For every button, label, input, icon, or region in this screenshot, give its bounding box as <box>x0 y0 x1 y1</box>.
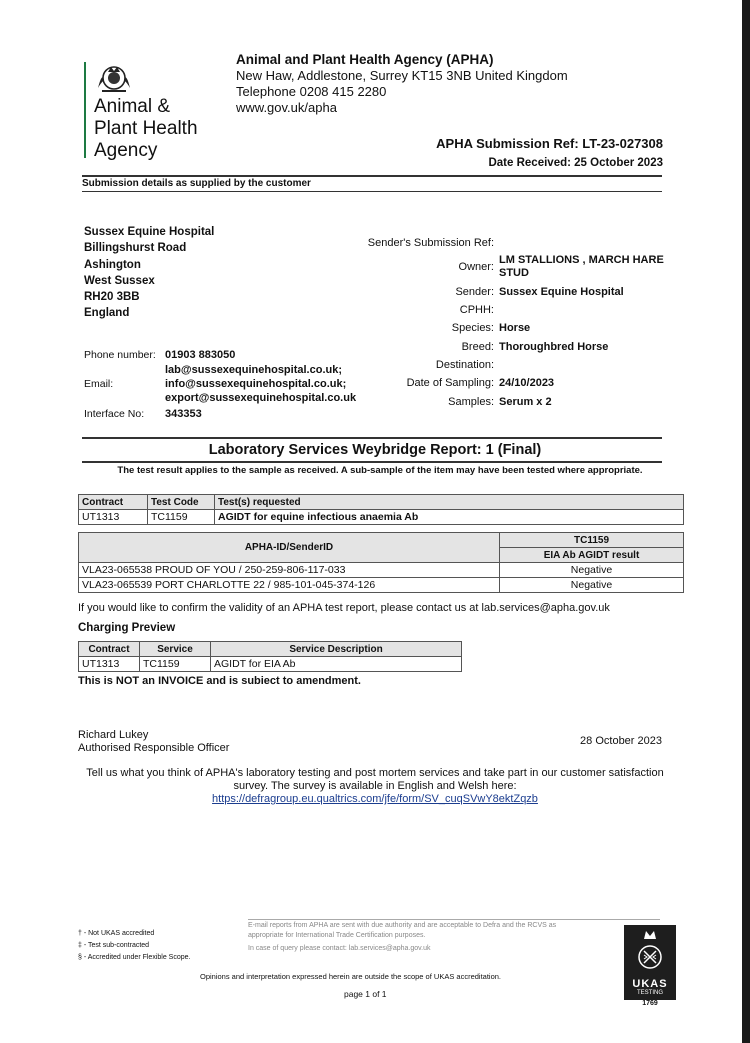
species-label: Species: <box>451 322 494 334</box>
supplied-heading: Submission details as supplied by the customer <box>82 178 311 189</box>
samples-label: Samples: <box>448 396 494 408</box>
report-title: Laboratory Services Weybridge Report: 1 (Final) <box>208 442 542 458</box>
phone-label: Phone number: <box>84 349 156 361</box>
submission-ref: APHA Submission Ref: LT-23-027308 <box>436 136 663 151</box>
email-address[interactable]: info@sussexequinehospital.co.uk; <box>165 378 347 390</box>
page-number: page 1 of 1 <box>344 989 387 999</box>
column-header: Contract <box>79 495 148 510</box>
footer-divider <box>248 919 660 920</box>
column-header: Service Description <box>211 642 462 657</box>
customer-address <box>84 224 214 322</box>
address-line: Ashington <box>84 258 141 271</box>
report-top-divider <box>82 437 662 439</box>
report-note: The test result applies to the sample as received. A sub-sample of the item may have been tested where appropriate. <box>117 465 643 476</box>
column-header: Test(s) requested <box>215 495 684 510</box>
table-cell: AGIDT for equine infectious anaemia Ab <box>215 510 684 525</box>
table-header-row <box>79 495 684 510</box>
table-header-row <box>79 533 684 548</box>
agency-telephone: Telephone 0208 415 2280 <box>236 84 387 99</box>
officer-name: Richard Lukey <box>78 729 149 741</box>
table-row <box>79 563 684 578</box>
table-cell: UT1313 <box>79 657 140 672</box>
column-header: EIA Ab AGIDT result <box>500 548 684 563</box>
opinions-note: Opinions and interpretation expressed herein are outside the scope of UKAS accreditation. <box>200 972 502 981</box>
sample-id-cell: VLA23-065538 PROUD OF YOU / 250-259-806-117-033 <box>79 563 500 578</box>
table-row <box>79 657 462 672</box>
logo-line-1: Animal & <box>94 96 171 117</box>
column-header: Contract <box>79 642 140 657</box>
address-line: England <box>84 307 130 320</box>
sender-label: Sender: <box>455 286 494 298</box>
agency-logo <box>94 96 198 162</box>
phone-value: 01903 883050 <box>165 349 236 361</box>
header-divider <box>82 175 662 177</box>
owner-value <box>499 254 664 280</box>
sender-value: Sussex Equine Hospital <box>499 286 624 298</box>
ukas-number: 1769 <box>642 1000 658 1007</box>
confirm-text: If you would like to confirm the validity of an APHA test report, please contact us at lab.services@apha.gov.uk <box>78 602 610 614</box>
logo-accent-bar <box>84 62 86 158</box>
officer-role: Authorised Responsible Officer <box>78 742 230 754</box>
breed-value: Thoroughbred Horse <box>499 341 609 353</box>
signoff-block <box>78 729 229 755</box>
address-line: Sussex Equine Hospital <box>84 226 215 238</box>
report-bottom-divider <box>82 461 662 463</box>
samples-value: Serum x 2 <box>499 396 552 408</box>
senders-ref-label: Sender's Submission Ref: <box>367 237 494 249</box>
ukas-badge <box>624 925 676 1000</box>
sample-id-cell: VLA23-065539 PORT CHARLOTTE 22 / 985-101-045-374-126 <box>79 578 500 593</box>
legend-item: † - Not UKAS accredited <box>78 930 155 937</box>
survey-block <box>80 767 670 806</box>
email-address[interactable]: lab@sussexequinehospital.co.uk; <box>165 364 342 376</box>
not-invoice-notice: This is NOT an INVOICE and is subiect to amendment. <box>78 675 361 687</box>
tests-table <box>78 494 684 525</box>
column-header: TC1159 <box>500 533 684 548</box>
legend-item: ‡ - Test sub-contracted <box>78 942 150 949</box>
table-row <box>79 510 684 525</box>
query-note: In case of query please contact: lab.services@apha.gov.uk <box>248 945 431 952</box>
charging-table <box>78 641 462 672</box>
royal-crest-icon <box>94 60 134 94</box>
table-row <box>79 578 684 593</box>
table-cell: AGIDT for EIA Ab <box>211 657 462 672</box>
ukas-crown-icon <box>624 925 676 971</box>
column-header: APHA-ID/SenderID <box>79 533 500 563</box>
result-cell: Negative <box>500 563 684 578</box>
column-header: Service <box>140 642 211 657</box>
agency-name: Animal and Plant Health Agency (APHA) <box>236 52 494 67</box>
address-line: RH20 3BB <box>84 291 140 304</box>
ukas-name: UKAS <box>632 978 668 990</box>
survey-text: Tell us what you think of APHA's laboratory testing and post mortem services and take part in our customer satisfaction survey. The survey is available in English and Welsh here: <box>86 767 664 792</box>
interface-label: Interface No: <box>84 408 145 420</box>
agency-header <box>236 52 568 116</box>
email-report-note: E-mail reports from APHA are sent with due authority and are acceptable to Defra and the RCVS as appropriate for International Trade Certification purposes. <box>248 922 557 939</box>
destination-label: Destination: <box>435 359 494 371</box>
table-header-row <box>79 642 462 657</box>
owner-line-1: LM STALLIONS , MARCH HARE <box>499 254 664 266</box>
email-address[interactable]: export@sussexequinehospital.co.uk <box>165 392 357 404</box>
owner-line-2: STUD <box>499 267 529 279</box>
accreditation-legend <box>78 928 190 964</box>
address-line: Billingshurst Road <box>84 242 187 255</box>
scan-edge <box>742 0 750 1043</box>
address-line: West Sussex <box>84 274 155 287</box>
submission-ref-block <box>436 136 663 169</box>
date-received: Date Received: 25 October 2023 <box>488 157 663 169</box>
species-value: Horse <box>499 322 531 334</box>
logo-line-2: Plant Health <box>94 118 198 139</box>
interface-value: 343353 <box>165 408 202 420</box>
logo-line-3: Agency <box>94 140 158 161</box>
table-cell: TC1159 <box>148 510 215 525</box>
results-table <box>78 532 684 593</box>
breed-label: Breed: <box>461 341 494 353</box>
sampling-date-value: 24/10/2023 <box>499 377 555 389</box>
email-list <box>165 363 356 405</box>
result-cell: Negative <box>500 578 684 593</box>
cphh-label: CPHH: <box>459 304 494 316</box>
supplied-divider <box>82 191 662 192</box>
ukas-sub: TESTING <box>636 990 663 996</box>
table-cell: UT1313 <box>79 510 148 525</box>
legend-item: § - Accredited under Flexible Scope. <box>78 954 191 961</box>
table-cell: TC1159 <box>140 657 211 672</box>
survey-link[interactable]: https://defragroup.eu.qualtrics.com/jfe/form/SV_cuqSVwY8ektZqzb <box>212 793 538 805</box>
agency-address: New Haw, Addlestone, Surrey KT15 3NB United Kingdom <box>236 68 568 83</box>
charging-title: Charging Preview <box>78 622 176 634</box>
email-label: Email: <box>84 378 114 390</box>
footer-notes <box>248 921 558 954</box>
column-header: Test Code <box>148 495 215 510</box>
sampling-date-label: Date of Sampling: <box>406 377 494 389</box>
owner-label: Owner: <box>458 261 494 273</box>
report-date: 28 October 2023 <box>580 735 662 747</box>
agency-website[interactable]: www.gov.uk/apha <box>236 100 337 115</box>
